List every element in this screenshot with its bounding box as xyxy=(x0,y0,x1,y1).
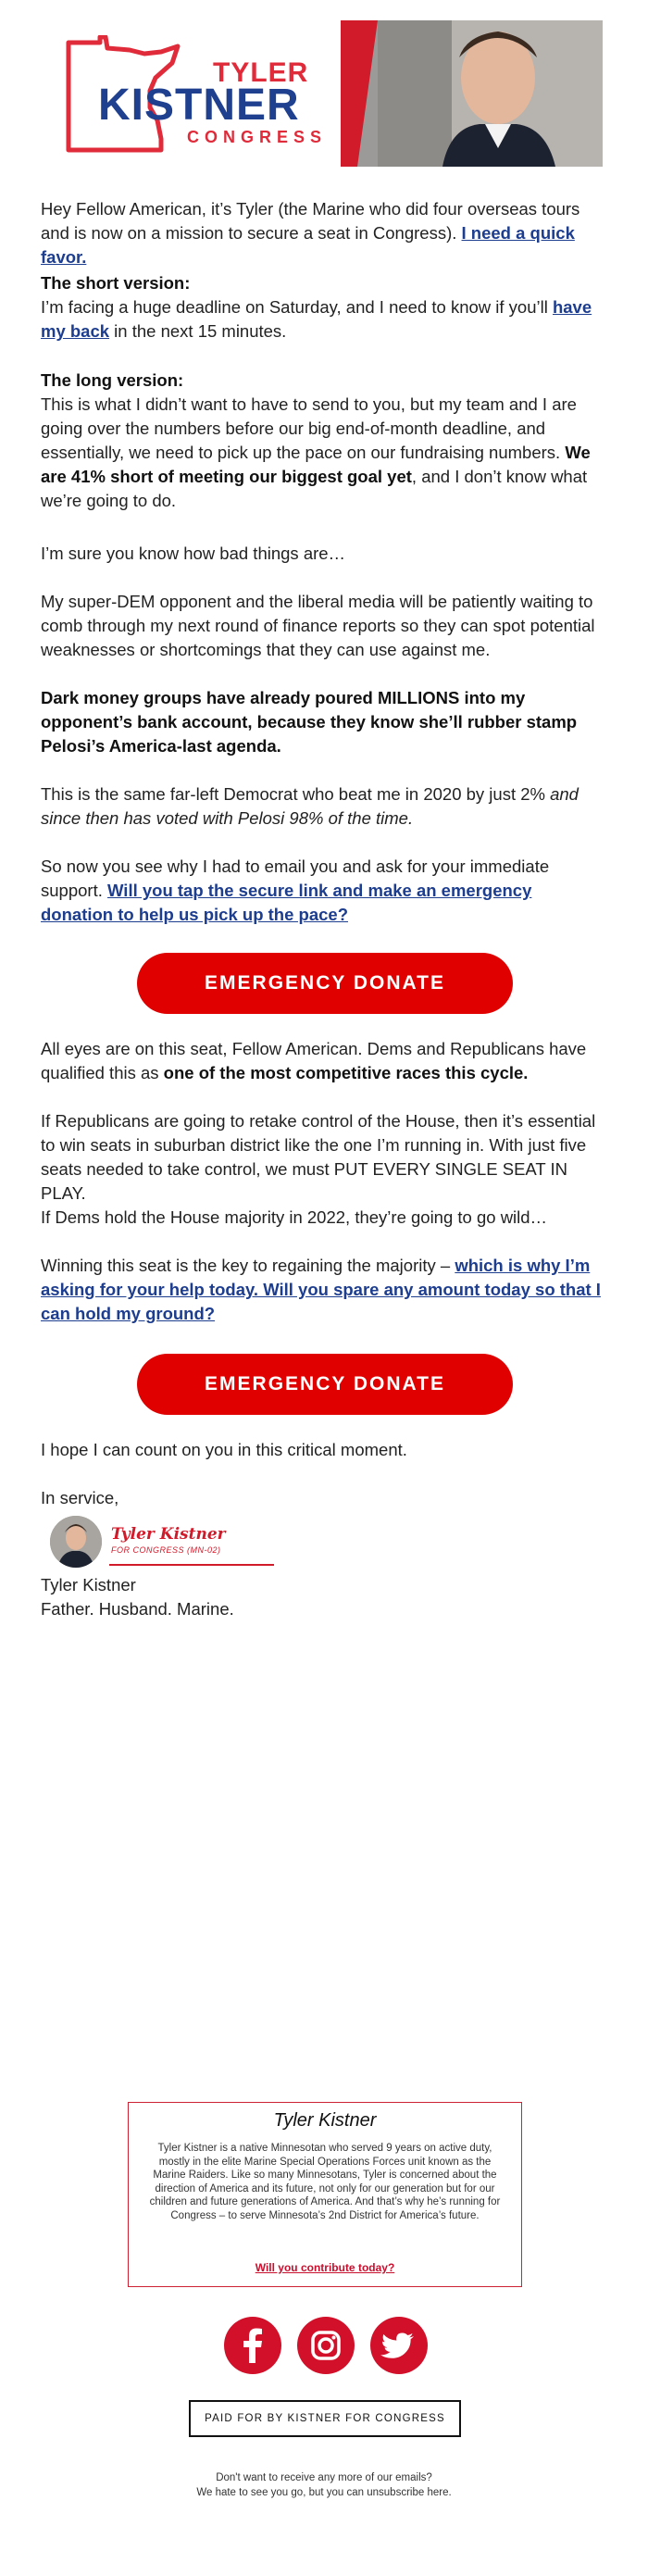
far-left-italic: and since then has voted with Pelosi 98% of the time. xyxy=(41,784,579,828)
short-version-paragraph xyxy=(41,295,607,344)
long-version-text-end: , and I don’t know what we’re going to do. xyxy=(41,467,588,510)
far-left-paragraph xyxy=(41,782,607,831)
in-service-text: In service, xyxy=(41,1488,119,1507)
all-eyes-bold: one of the most competitive races this cycle. xyxy=(163,1063,529,1082)
long-version-paragraph xyxy=(41,393,607,513)
long-version-heading: The long version: xyxy=(41,370,184,390)
logo-first-name: TYLER xyxy=(213,57,309,88)
about-title: Tyler Kistner xyxy=(273,2110,377,2131)
quick-favor-link[interactable]: I need a quick favor. xyxy=(41,223,575,267)
all-eyes-text: All eyes are on this seat, Fellow American. Dems and Republicans have qualified this as xyxy=(41,1039,587,1082)
all-eyes-paragraph xyxy=(41,1037,607,1085)
have-my-back-link[interactable]: have my back xyxy=(41,297,592,341)
signature-subtitle: FOR CONGRESS (MN-02) xyxy=(111,1545,221,1555)
facebook-icon xyxy=(224,2317,281,2374)
short-version-text-end: in the next 15 minutes. xyxy=(109,321,287,341)
logo-subtitle: CONGRESS xyxy=(187,128,328,146)
long-version-bold: We are 41% short of meeting our biggest goal yet xyxy=(41,443,591,486)
winning-seat-text: Winning this seat is the key to regaining the majority – xyxy=(41,1256,455,1275)
emergency-donation-link[interactable]: Will you tap the secure link and make an emergency donation to help us pick up the pace? xyxy=(41,881,532,924)
retake-house-paragraph: If Republicans are going to retake control of the House, then it’s essential to win seats in suburban district like the one I’m running in. With just five seats needed to take control, we must PUT EVERY SINGLE SEAT IN PLAY. xyxy=(41,1111,596,1203)
emergency-donate-button-2[interactable]: EMERGENCY DONATE xyxy=(137,1354,513,1415)
dems-majority-paragraph: If Dems hold the House majority in 2022, they’re going to go wild… xyxy=(41,1207,548,1227)
sign-off-title: Father. Husband. Marine. xyxy=(41,1599,234,1619)
signature-underline xyxy=(109,1564,274,1566)
hope-paragraph: I hope I can count on you in this critical moment. xyxy=(41,1440,407,1459)
candidate-photo xyxy=(341,20,603,167)
short-version-heading: The short version: xyxy=(41,273,191,293)
far-left-text: This is the same far-left Democrat who beat me in 2020 by just 2% xyxy=(41,784,551,804)
spare-any-amount-link[interactable]: which is why I’m asking for your help today. Will you spare any amount today so that I can hold my ground? xyxy=(41,1256,601,1323)
support-text: So now you see why I had to email you and ask for your immediate support. xyxy=(41,857,550,900)
signature-name: Tyler Kistner xyxy=(111,1525,226,1544)
campaign-logo xyxy=(65,35,333,160)
long-version-text: This is what I didn’t want to have to send to you, but my team and I are going over the numbers before our big end-of-month deadline, and essentially, we need to pick up the pace on our fundraising numbers. xyxy=(41,394,577,462)
intro-paragraph xyxy=(41,197,607,269)
paid-for-disclaimer: PAID FOR BY KISTNER FOR CONGRESS xyxy=(189,2400,461,2437)
bad-things-paragraph: I’m sure you know how bad things are… xyxy=(41,544,346,563)
short-version-text: I’m facing a huge deadline on Saturday, and I need to know if you’ll xyxy=(41,297,553,317)
winning-seat-paragraph xyxy=(41,1254,607,1326)
instagram-button[interactable] xyxy=(297,2317,355,2374)
unsubscribe-link[interactable]: We hate to see you go, but you can unsubscribe here. xyxy=(196,2487,452,2498)
instagram-icon xyxy=(297,2317,355,2374)
about-text: Tyler Kistner is a native Minnesotan who served 9 years on active duty, mostly in the elite Marine Special Operations Forces unit known as the Marine Raiders. Like so many Minnesotans, Tyler is concerned about the direction of America and its future, not only for our generation but for our children and future generations of America. And that’s why he’s running for Congress – to serve Minnesota’s 2nd District for America’s future. xyxy=(149,2143,501,2221)
unsubscribe-question: Don't want to receive any more of our emails? xyxy=(216,2472,432,2483)
signature-avatar xyxy=(50,1516,102,1568)
dark-money-paragraph: Dark money groups have already poured MILLIONS into my opponent’s bank account, because they know she’ll rubber stamp Pelosi’s America-last agenda. xyxy=(41,688,578,756)
contribute-today-link[interactable]: Will you contribute today? xyxy=(255,2261,395,2274)
logo-last-name: KISTNER xyxy=(98,81,300,130)
support-paragraph xyxy=(41,855,607,927)
about-candidate-box xyxy=(128,2102,522,2287)
opponent-paragraph: My super-DEM opponent and the liberal media will be patiently waiting to comb through my next round of finance reports so they can spot potential weaknesses or shortcomings that they can use against me. xyxy=(41,592,595,659)
sign-off-name: Tyler Kistner xyxy=(41,1575,136,1594)
twitter-icon xyxy=(370,2317,428,2374)
twitter-button[interactable] xyxy=(370,2317,428,2374)
facebook-button[interactable] xyxy=(224,2317,281,2374)
intro-text: Hey Fellow American, it’s Tyler (the Marine who did four overseas tours and is now on a mission to secure a seat in Congress). xyxy=(41,199,580,243)
emergency-donate-button[interactable]: EMERGENCY DONATE xyxy=(137,953,513,1014)
